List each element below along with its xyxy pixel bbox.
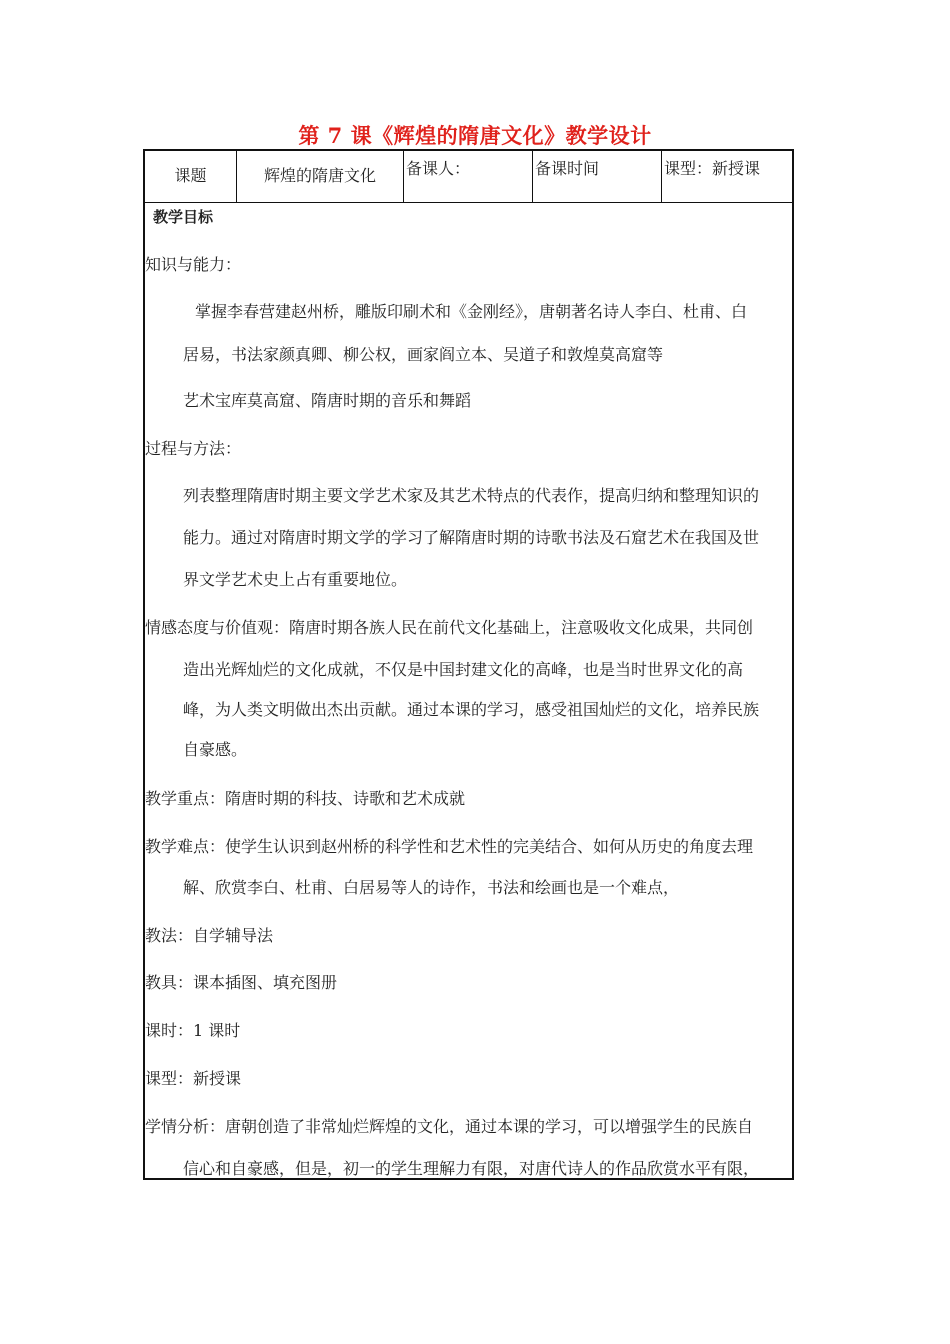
text-line: 知识与能力： xyxy=(145,255,242,274)
text-line: 教具：课本插图、填充图册 xyxy=(145,973,338,992)
text-line: 解、欣赏李白、杜甫、白居易等人的诗作，书法和绘画也是一个难点， xyxy=(183,878,680,897)
lesson-plan-table xyxy=(143,149,794,1180)
text-line: 居易，书法家颜真卿、柳公权，画家阎立本、吴道子和敦煌莫高窟等 xyxy=(183,345,664,364)
text-line: 峰，为人类文明做出杰出贡献。通过本课的学习，感受祖国灿烂的文化，培养民族 xyxy=(183,700,760,719)
text-line: 信心和自豪感，但是，初一的学生理解力有限，对唐代诗人的作品欣赏水平有限， xyxy=(183,1159,760,1178)
header-preparer: 备课人： xyxy=(404,151,533,202)
text-line: 掌握李春营建赵州桥，雕版印刷术和《金刚经》，唐朝著名诗人李白、杜甫、白 xyxy=(195,302,748,321)
document-title: 第 7 课《辉煌的隋唐文化》教学设计 xyxy=(298,123,652,148)
text-line: 学情分析：唐朝创造了非常灿烂辉煌的文化，通过本课的学习，可以增强学生的民族自 xyxy=(145,1117,754,1136)
text-line: 自豪感。 xyxy=(183,740,248,759)
text-line: 艺术宝库莫高窟、隋唐时期的音乐和舞蹈 xyxy=(183,391,472,410)
text-line: 过程与方法： xyxy=(145,439,242,458)
text-line: 列表整理隋唐时期主要文学艺术家及其艺术特点的代表作，提高归纳和整理知识的 xyxy=(183,486,760,505)
header-lesson-type: 课型：新授课 xyxy=(664,159,761,178)
table-header-row xyxy=(145,151,792,203)
text-line: 课时：1 课时 xyxy=(145,1021,241,1040)
text-line: 教学难点：使学生认识到赵州桥的科学性和艺术性的完美结合、如何从历史的角度去理 xyxy=(145,837,754,856)
header-topic-label: 课题 xyxy=(145,151,237,202)
text-line: 教学重点：隋唐时期的科技、诗歌和艺术成就 xyxy=(145,789,466,808)
section-heading-goals: 教学目标 xyxy=(153,208,214,226)
text-line: 情感态度与价值观：隋唐时期各族人民在前代文化基础上，注意吸收文化成果，共同创 xyxy=(145,618,754,637)
text-line: 课型：新授课 xyxy=(145,1069,242,1088)
header-prep-time: 备课时间 xyxy=(533,151,662,202)
text-line: 造出光辉灿烂的文化成就，不仅是中国封建文化的高峰，也是当时世界文化的高 xyxy=(183,660,744,679)
text-line: 教法：自学辅导法 xyxy=(145,926,274,945)
text-line: 界文学艺术史上占有重要地位。 xyxy=(183,570,408,589)
text-line: 能力。通过对隋唐时期文学的学习了解隋唐时期的诗歌书法及石窟艺术在我国及世 xyxy=(183,528,760,547)
header-topic-value: 辉煌的隋唐文化 xyxy=(237,151,404,202)
